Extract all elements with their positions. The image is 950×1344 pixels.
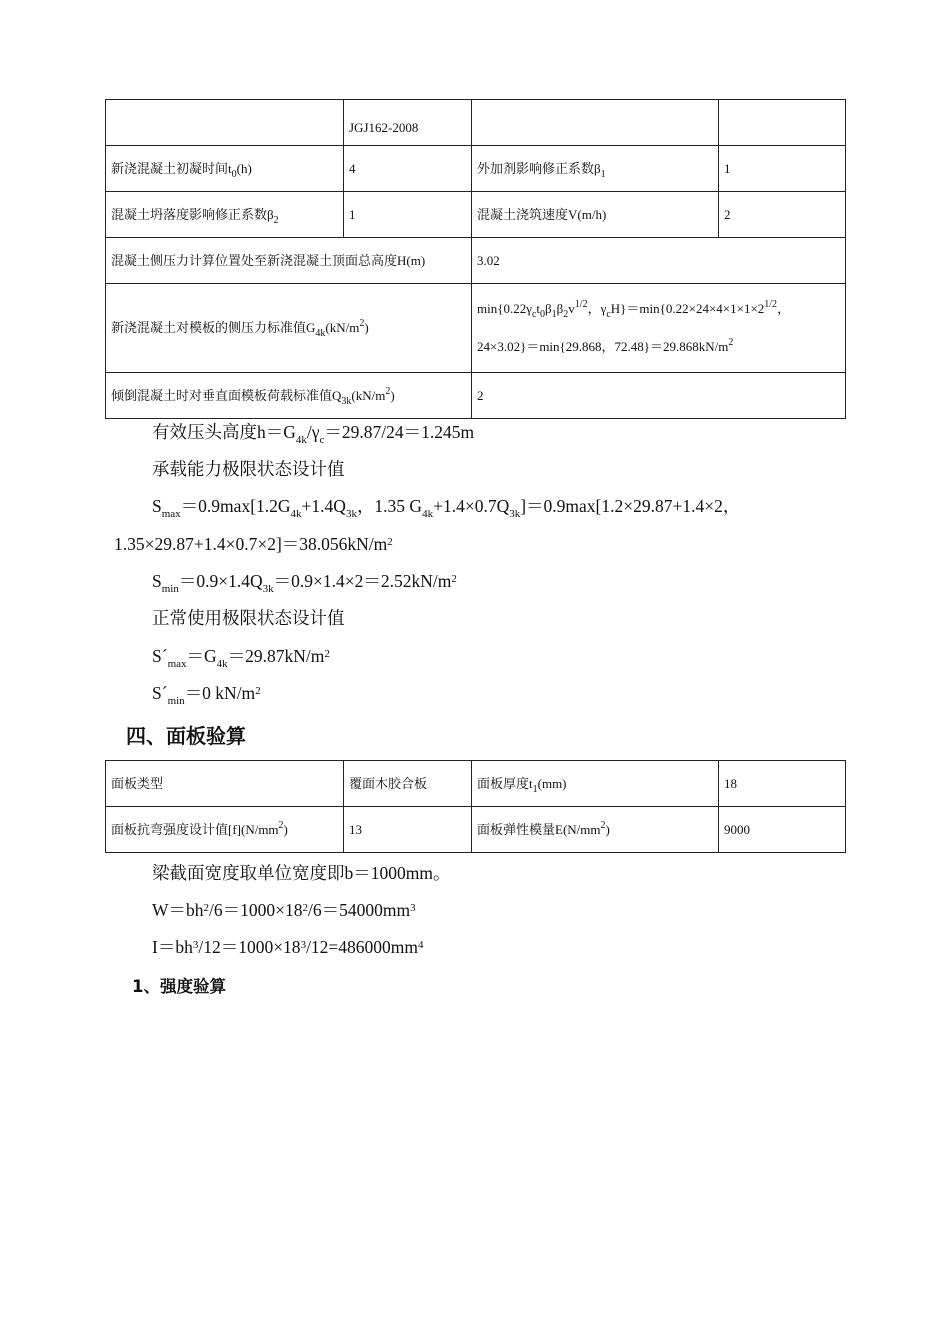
sls-title: 正常使用极限状态设计值 <box>152 608 345 628</box>
bending-strength-label: 面板抗弯强度设计值$[f](N/mm^2)$ <box>106 807 344 853</box>
table-row <box>106 284 846 373</box>
bending-strength-value: 13 <box>344 807 472 853</box>
moment-of-inertia-line: $I=bh^3/12=1000\times 18^3/12=486000mm^4$ <box>152 937 424 957</box>
total-height-value: 3.02 <box>472 238 846 284</box>
smax-line-cont: $1.35\times 29.87+1.4\times 0.7\times 2]=38.056kN/m^2$ <box>114 534 393 554</box>
table-row <box>106 192 846 238</box>
panel-thickness-label: 面板厚度$t_1(mm)$ <box>472 761 719 807</box>
section-heading: 四、面板验算 <box>126 724 246 748</box>
smax-line: $S_{max}=0.9\max[1.2G_{4k}+1.4Q_{3k}$，1.35 $G_{4k}+1.4\times 0.7Q_{3k}]=0.9\max[1.2\times 29.87+1.4\times 2$， <box>152 496 741 520</box>
table-row <box>106 146 846 192</box>
table-row <box>106 238 846 284</box>
total-height-label: 混凝土侧压力计算位置处至新浇混凝土顶面总高度H(m) <box>106 238 472 284</box>
panel-thickness-value: 18 <box>719 761 846 807</box>
panel-properties-table <box>105 760 846 853</box>
standard-code: JGJ162-2008 <box>344 100 472 146</box>
table-cell <box>719 100 846 146</box>
subsection-heading: 1、强度验算 <box>132 977 226 996</box>
admixture-factor-label: 外加剂影响修正系数$\beta_1$ <box>472 146 719 192</box>
slump-factor-value: 1 <box>344 192 472 238</box>
table-row <box>106 761 846 807</box>
effective-head-line: 有效压头高度$h=G_{4k}/\gamma_c=29.87/24=1.245m$ <box>152 422 475 446</box>
smin-line: $S_{min}=0.9\times 1.4Q_{3k}=0.9\times 1.4\times 2=2.52kN/m^2$ <box>152 571 457 595</box>
pour-speed-label: 混凝土浇筑速度V(m/h) <box>472 192 719 238</box>
table-cell <box>106 100 344 146</box>
elastic-modulus-value: 9000 <box>719 807 846 853</box>
smax-sls-line: $S´_{max}=G_{4k}=29.87kN/m^2$ <box>152 646 330 670</box>
dumping-load-label: 倾倒混凝土时对垂直面模板荷载标准值$Q_{3k}(kN/m^2)$ <box>106 373 472 419</box>
table-row <box>106 807 846 853</box>
initial-set-time-label: 新浇混凝土初凝时间$t_0(h)$ <box>106 146 344 192</box>
admixture-factor-value: 1 <box>719 146 846 192</box>
beam-width-line: 梁截面宽度取单位宽度即b＝1000mm。 <box>152 863 451 883</box>
smin-sls-line: $S´_{min}=0$ $kN/m^2$ <box>152 683 261 707</box>
lateral-pressure-label: 新浇混凝土对模板的侧压力标准值$G_{4k}(kN/m^2)$ <box>106 284 472 373</box>
table-row <box>106 373 846 419</box>
elastic-modulus-label: 面板弹性模量$E(N/mm^2)$ <box>472 807 719 853</box>
lateral-pressure-table <box>105 99 846 419</box>
panel-type-value: 覆面木胶合板 <box>344 761 472 807</box>
panel-type-label: 面板类型 <box>106 761 344 807</box>
lateral-pressure-formula: $\min\{0.22\gamma_ct_0\beta_1\beta_2v^{1/2}$，$\gamma_cH\}=\min\{0.22\times 24\times 4\times 1\times 1\times 2^{1/2}$， 24×3.02}＝min{29.868，$72.48\}=29.868kN/m^2$ <box>472 284 846 373</box>
dumping-load-value: 2 <box>472 373 846 419</box>
uls-title: 承载能力极限状态设计值 <box>152 459 345 479</box>
pour-speed-value: 2 <box>719 192 846 238</box>
initial-set-time-value: 4 <box>344 146 472 192</box>
section-modulus-line: $W=bh^2/6=1000\times 18^2/6=54000mm^3$ <box>152 900 416 920</box>
slump-factor-label: 混凝土坍落度影响修正系数$\beta_2$ <box>106 192 344 238</box>
table-row <box>106 100 846 146</box>
table-cell <box>472 100 719 146</box>
